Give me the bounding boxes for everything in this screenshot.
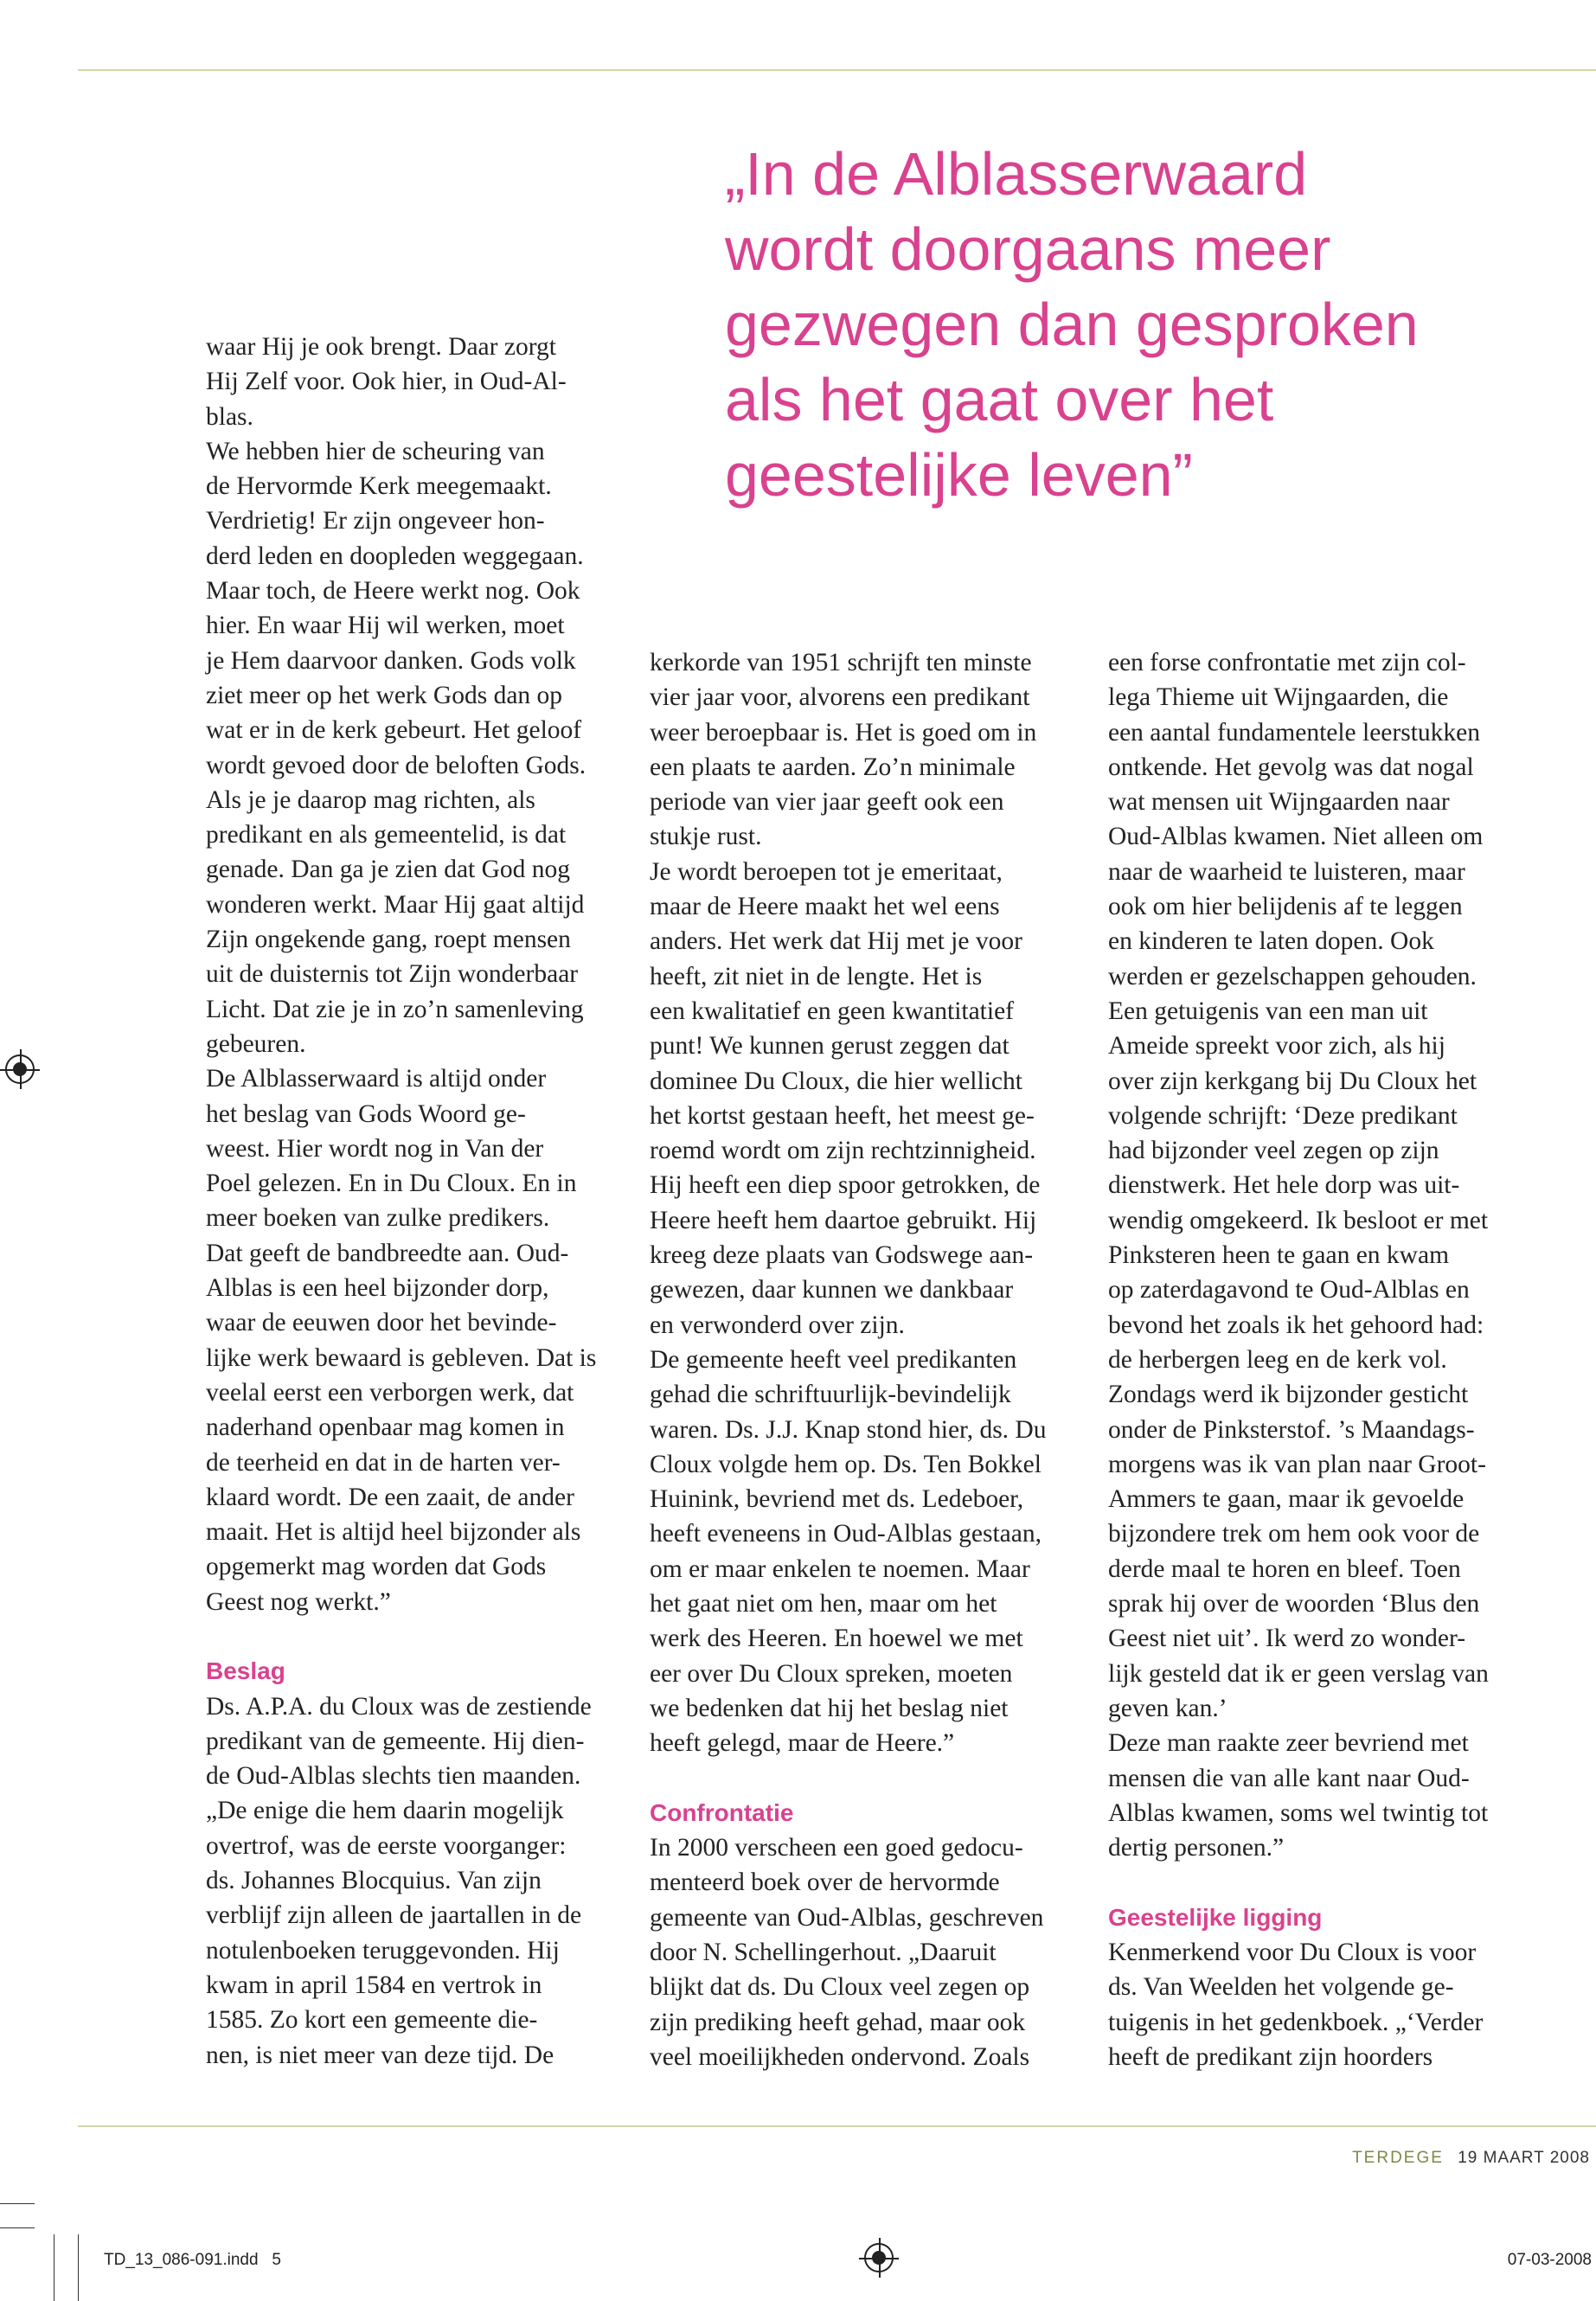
text-line: genade. Dan ga je zien dat God nog [206,856,571,884]
text-line: notulenboeken teruggevonden. Hij [206,1936,560,1965]
text-line: zijn prediking heeft gehad, maar ook [650,2008,1026,2036]
text-line: Maar toch, de Heere werkt nog. Ook [206,577,580,606]
pull-quote-line: „In de Alblasserwaard [725,140,1308,208]
text-line: stukje rust. [650,823,762,851]
text-line: nen, is niet meer van deze tijd. De [206,2041,554,2069]
text-line: bevond het zoals ik het gehoord had: [1108,1311,1484,1339]
pull-quote [725,137,1469,513]
pull-quote-line: gezwegen dan gesproken [725,291,1419,358]
text-line: wat mensen uit Wijngaarden naar [1108,788,1450,817]
text-line: dominee Du Cloux, die hier wellicht [650,1067,1022,1095]
text-line: had bijzonder veel zegen op zijn [1108,1137,1439,1165]
text-line: Een getuigenis van een man uit [1108,997,1428,1025]
text-line: „De enige die hem daarin mogelijk [206,1797,564,1825]
text-line: Geest niet uit’. Ik werd zo wonder- [1108,1625,1466,1653]
text-line: meer boeken van zulke predikers. [206,1204,550,1233]
text-line: Deze man raakte zeer bevriend met [1108,1729,1469,1758]
text-line: Hij heeft een diep spoor getrokken, de [650,1171,1041,1200]
text-line: Cloux volgde hem op. Ds. Ten Bokkel [650,1450,1042,1478]
paragraph-spacer [650,1761,1082,1796]
text-line: veelal eerst een verborgen werk, dat [206,1378,574,1407]
text-line: kwam in april 1584 en vertrok in [206,1971,542,1999]
text-line: Poel gelezen. En in Du Cloux. En in [206,1170,577,1198]
text-line: ds. Van Weelden het volgende ge- [1108,1973,1454,2002]
text-line: over zijn kerkgang bij Du Cloux het [1108,1067,1477,1095]
text-line: dienstwerk. Het hele dorp was uit- [1108,1171,1460,1200]
crop-mark [78,2234,79,2301]
text-line: gemeente van Oud-Alblas, geschreven [650,1903,1044,1932]
text-line: bijzondere trek om hem ook voor de [1108,1520,1480,1548]
text-line: predikant en als gemeentelid, is dat [206,821,567,849]
text-line: wordt gevoed door de beloften Gods. [206,751,586,779]
text-line: In 2000 verscheen een goed gedocu- [650,1834,1023,1862]
text-line: ziet meer op het werk Gods dan op [206,681,563,709]
text-line: en verwonderd over zijn. [650,1311,905,1339]
text-line: We hebben hier de scheuring van [206,437,545,465]
pull-quote-line: geestelijke leven” [725,441,1193,509]
text-line: een aantal fundamentele leerstukken [1108,718,1480,747]
text-line: het gaat niet om hen, maar om het [650,1590,997,1618]
text-line: kerkorde van 1951 schrijft ten minste [650,649,1032,676]
text-line: Als je je daarop mag richten, als [206,785,535,814]
pull-quote-line: als het gaat over het [725,366,1274,433]
text-line: volgende schrijft: ‘Deze predikant [1108,1101,1458,1130]
text-line: Zijn ongekende gang, roept mensen [206,926,571,954]
text-line: gehad die schriftuurlijk-bevindelijk [650,1381,1011,1409]
text-line: 1585. Zo kort een gemeente die- [206,2006,538,2035]
section-heading: Beslag [206,1657,285,1685]
text-line: blijkt dat ds. Du Cloux veel zegen op [650,1973,1030,2002]
text-line: roemd wordt om zijn rechtzinnigheid. [650,1137,1036,1165]
crop-mark [0,2203,35,2204]
text-line: sprak hij over de woorden ‘Blus den [1108,1590,1480,1618]
text-line: heeft eveneens in Oud-Alblas gestaan, [650,1520,1042,1548]
text-line: anders. Het werk dat Hij met je voor [650,927,1022,956]
text-line: onder de Pinksterstof. ’s Maandags- [1108,1415,1475,1444]
text-line: wonderen werkt. Maar Hij gaat altijd [206,890,585,919]
text-line: we bedenken dat hij het beslag niet [650,1694,1009,1722]
text-line: het beslag van Gods Woord ge- [206,1099,526,1128]
text-line: eer over Du Cloux spreken, moeten [650,1659,1013,1688]
text-line: lega Thieme uit Wijngaarden, die [1108,683,1449,712]
text-line: naderhand openbaar mag komen in [206,1413,565,1442]
text-line: een plaats te aarden. Zo’n minimale [650,753,1016,781]
text-line: werden er gezelschappen gehouden. [1108,962,1477,990]
text-line: je Hem daarvoor danken. Gods volk [206,646,576,675]
text-line: ook om hier belijdenis af te leggen [1108,893,1463,921]
text-line: door N. Schellingerhout. „Daaruit [650,1938,997,1966]
magazine-name: TERDEGE [1352,2149,1444,2167]
text-line: derd leden en doopleden weggegaan. [206,542,584,570]
text-line: gebeuren. [206,1029,306,1058]
text-line: tuigenis in het gedenkboek. „‘Verder [1108,2008,1484,2036]
text-line: en kinderen te laten dopen. Ook [1108,927,1434,956]
text-line: maar de Heere maakt het wel eens [650,893,1000,921]
text-line: predikant van de gemeente. Hij dien- [206,1727,585,1755]
text-line: maait. Het is altijd heel bijzonder als [206,1518,581,1547]
text-line: punt! We kunnen gerust zeggen dat [650,1032,1010,1061]
paragraph-spacer [206,1619,621,1654]
text-line: Oud-Alblas kwamen. Niet alleen om [1108,823,1484,851]
slug-date: 07-03-2008 [1507,2251,1592,2269]
text-line: Zondags werd ik bijzonder gesticht [1108,1381,1469,1409]
text-line: geven kan.’ [1108,1694,1227,1722]
text-line: om er maar enkelen te noemen. Maar [650,1554,1030,1583]
text-line: Dat geeft de bandbreedte aan. Oud- [206,1239,569,1267]
text-line: heeft gelegd, maar de Heere.” [650,1729,955,1758]
text-line: Alblas kwamen, soms wel twintig tot [1108,1798,1489,1827]
text-line: Ds. A.P.A. du Cloux was de zestiende [206,1692,592,1721]
text-line: klaard wordt. De een zaait, de ander [206,1483,574,1511]
text-line: kreeg deze plaats van Godswege aan- [650,1241,1034,1270]
bottom-rule [78,2125,1596,2127]
text-line: Geest nog werkt.” [206,1587,391,1616]
text-column-3 [1108,645,1541,2074]
text-line: Kenmerkend voor Du Cloux is voor [1108,1938,1477,1966]
issue-date: 19 MAART 2008 [1458,2149,1590,2167]
text-line: werk des Heeren. En hoewel we met [650,1625,1023,1653]
text-line: waar de eeuwen door het bevinde- [206,1309,557,1337]
text-line: opgemerkt mag worden dat Gods [206,1553,547,1581]
text-column-1 [206,330,621,2073]
text-line: Alblas is een heel bijzonder dorp, [206,1274,549,1303]
page-footer [1352,2149,1590,2168]
text-line: Ameide spreekt voor zich, als hij [1108,1032,1445,1061]
text-line: mensen die van alle kant naar Oud- [1108,1764,1470,1792]
text-line: heeft, zit niet in de lengte. Het is [650,962,983,990]
text-line: vier jaar voor, alvorens een predikant [650,683,1030,712]
text-line: wat er in de kerk gebeurt. Het geloof [206,716,582,745]
pull-quote-line: wordt doorgaans meer [725,215,1331,283]
text-line: menteerd boek over de hervormde [650,1868,1000,1897]
slug-filename: TD_13_086-091.indd 5 [104,2251,281,2269]
text-line: morgens was ik van plan naar Groot- [1108,1450,1486,1478]
section-heading: Confrontatie [650,1798,794,1826]
text-line: de teerheid en dat in de harten ver- [206,1448,561,1477]
text-line: Pinksteren heen te gaan en kwam [1108,1241,1450,1270]
text-line: Huinink, bevriend met ds. Ledeboer, [650,1485,1024,1514]
section-heading: Geestelijke ligging [1108,1903,1323,1931]
text-line: dertig personen.” [1108,1834,1285,1862]
text-line: blas. [206,402,253,431]
text-line: lijk gesteld dat ik er geen verslag van [1108,1659,1489,1688]
text-line: Licht. Dat zie je in zo’n samenleving [206,995,584,1023]
text-line: gewezen, daar kunnen we dankbaar [650,1276,1014,1304]
text-line: een kwalitatief en geen kwantitatief [650,997,1014,1025]
text-line: weer beroepbaar is. Het is goed om in [650,718,1037,747]
registration-mark-icon [5,1054,35,1084]
text-line: derde maal te horen en bleef. Toen [1108,1554,1461,1583]
text-line: De Alblasserwaard is altijd onder [206,1065,547,1093]
text-line: Hij Zelf voor. Ook hier, in Oud-Al- [206,368,567,396]
text-line: de Oud-Alblas slechts tien maanden. [206,1762,581,1791]
text-line: weest. Hier wordt nog in Van der [206,1134,544,1163]
text-line: wendig omgekeerd. Ik besloot er met [1108,1206,1489,1234]
text-line: periode van vier jaar geeft ook een [650,788,1004,817]
text-line: verblijf zijn alleen de jaartallen in de [206,1901,582,1930]
text-line: ds. Johannes Blocquius. Van zijn [206,1867,542,1895]
text-line: naar de waarheid te luisteren, maar [1108,857,1465,886]
text-line: hier. En waar Hij wil werken, moet [206,612,565,640]
text-line: Je wordt beroepen tot je emeritaat, [650,857,1003,886]
text-line: lijke werk bewaard is gebleven. Dat is [206,1343,597,1372]
text-line: de herbergen leeg en de kerk vol. [1108,1345,1447,1374]
text-line: Verdrietig! Er zijn ongeveer hon- [206,507,545,535]
text-line: het kortst gestaan heeft, het meest ge- [650,1101,1035,1130]
paragraph-spacer [1108,1865,1541,1900]
text-line: Heere heeft hem daartoe gebruikt. Hij [650,1206,1037,1234]
text-line: ontkende. Het gevolg was dat nogal [1108,753,1474,781]
text-line: veel moeilijkheden ondervond. Zoals [650,2042,1030,2071]
text-line: Ammers te gaan, maar ik gevoelde [1108,1485,1465,1514]
registration-mark-icon [864,2243,894,2272]
text-line: de Hervormde Kerk meegemaakt. [206,472,552,501]
text-line: overtrof, was de eerste voorganger: [206,1831,567,1860]
text-column-2 [650,645,1082,2074]
text-line: een forse confrontatie met zijn col- [1108,649,1466,676]
text-line: op zaterdagavond te Oud-Alblas en [1108,1276,1470,1304]
top-rule [78,69,1596,71]
text-line: waren. Ds. J.J. Knap stond hier, ds. Du [650,1415,1047,1444]
text-line: uit de duisternis tot Zijn wonderbaar [206,960,579,989]
text-line: De gemeente heeft veel predikanten [650,1345,1017,1374]
crop-mark [0,2227,35,2228]
text-line: heeft de predikant zijn hoorders [1108,2042,1433,2071]
text-line: waar Hij je ook brengt. Daar zorgt [206,333,556,361]
